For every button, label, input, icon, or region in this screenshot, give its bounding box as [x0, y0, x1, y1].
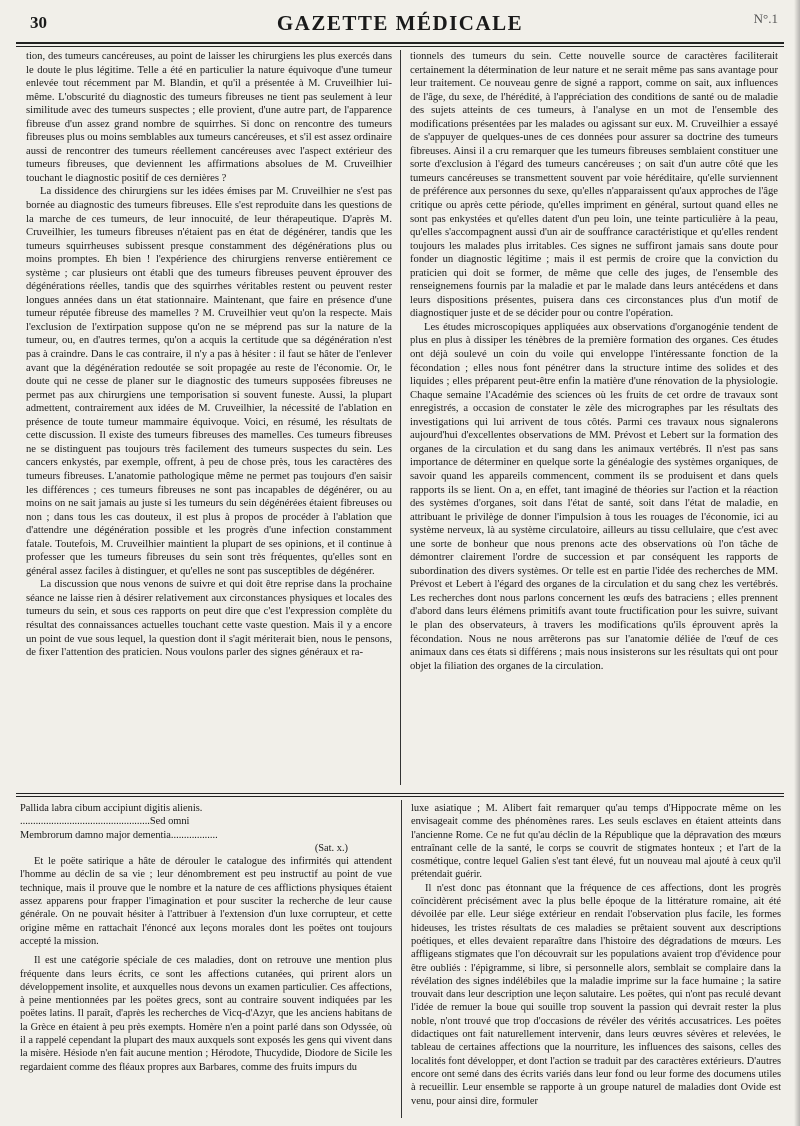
paragraph: Les études microscopiques appliquées aux observations d'organogénie tendent de plus en plus à dissiper les ténèbres de la première formation des organes. Ces études ont déjà soulevé un coin du voile qui enveloppe l'intéressante fonction de la fécondation ; elles nous font pénétrer dans la structure intime des solides et des liquides ; elles préparent peut-être enfin la matière d'une rénovation de la physiologie. Chaque semaine l'Académie des sciences où les fruits de cet ordre de travaux sont enregistrés, a occasion de constater le zèle des micrographes par les résultats des investigations qui lui arrivent de tous côtés. Parmi ces travaux nous signalerons aujourd'hui d'excellentes observations de MM. Prévost et Lebert sur la formation des organes de la circulation et du sang dans les animaux vertébrés. Il n'est pas sans importance de déterminer en quelque sorte la généalogie des systèmes organiques, de savoir quand les appareils commencent, comment ils se produisent et dans quels rapports ils se lient. On a, en effet, tant imaginé de théories sur l'action et la réaction des systèmes d'organes, soit dans l'état de santé, soit dans l'état de maladie, en attribuant le privilège de donner l'impulsion à tous les rouages de l'économie, ici au système nerveux, là au système circulatoire, ailleurs au tissu cellulaire, que c'est avec une sorte de bonheur que nous prenons acte des observations où l'on tâche de démontrer clairement l'ordre de succession et par conséquent les rapports de subordination des divers systèmes. Or telle est en partie l'idée des recherches de MM. Prévost et Lebert à l'égard des organes de la circulation et du sang chez les vertébrés. Les recherches dont nous parlons concernent les œufs des batraciens ; elles prennent d'abord dans leurs élémens primitifs avant toute fructification pour les suivre, suivant le plan des observateurs, à travers les modifications qu'ils éprouvent après la fécondation. Nous ne nous arrêterons pas sur l'anatomie déliée de l'œuf de ces animaux dans ces états si différens ; mais nous insisterons sur les résultats qui ont pour objet la filiation des organes de la circulation. — [410, 321, 778, 672]
verse-line: ..................................................Sed omni — [20, 816, 190, 828]
paragraph: luxe asiatique ; M. Alibert fait remarquer qu'au temps d'Hippocrate même on les envisageait comme des phénomènes rares. Les seuls esclaves en étaient atteints dans l'ancienne Rome. Ce ne fut qu'au déclin de la République que la dépravation des mœurs entraînant celle de la santé, le corps se couvrit de stigmates honteux ; et l'art de la cosmétique, contre lequel Galien s'est tant élevé, fut un nouveau mal ajouté à ceux qu'il prétendait guérir. — [411, 803, 781, 881]
feuilleton-rule — [16, 793, 784, 794]
verse-citation: (Sat. x.) — [314, 842, 348, 854]
page-header — [16, 4, 784, 40]
verse-line: Pallida labra cibum accipiunt digitis alienis. — [20, 803, 203, 814]
header-rule-thin — [16, 46, 784, 47]
column-divider — [400, 50, 401, 785]
issue-mark: N°.1 — [753, 11, 778, 26]
paragraph: tionnels des tumeurs du sein. Cette nouvelle source de caractères faciliterait certainement la détermination de leur nature et ne serait même pas sans avantage pour leur traitement. Ce nouveau genre de signé a rapport, comme on sait, aux influences de l'âge, du sexe, de l'hérédité, à l'appréciation des conditions de santé ou de maladie des sujets atteints de ces tumeurs, à l'analyse en un mot de l'ensemble des modifications présentées par les malades ou agissant sur eux. M. Cruveilhier a essayé de s'appuyer de quelques-unes de ces données pour assurer sa doctrine des tumeurs fibreuses. Ainsi il a cru remarquer que les tumeurs fibreuses semblaient constituer une sorte d'exclusion à l'égard des tumeurs cancéreuses ; on sait d'un autre côté que les tumeurs cancéreuses se transmettent souvent par voie héréditaire, qu'elle surviennent de préférence aux personnes du sexe, qu'elles n'apparaissent qu'aux approches de l'âge critique ou après cette période, qu'elles impriment en général, surtout quand elles ne sont pas enkystées et qu'elles datent d'un peu loin, une teinte particulière à la peau, qu'elles s'accompagnent aussi d'un air de souffrance caractéristique et qu'elles rendent toujours les malades plus irritables. Ces signes ne suffiront jamais sans doute pour fonder un diagnostic légitime ; mais il est permis de croire que la conviction du praticien qui doit se former, de même que celle des juges, de l'ensemble des renseignemens fournis par la maladie et par le malade dans leurs antécédens et dans leurs dispositions présentes, puisera dans ces circonstances plus d'un motif de diagnostiquer juste et de se décider pour ou contre l'opération. — [410, 51, 778, 320]
main-column-left — [26, 50, 392, 785]
running-title: GAZETTE MÉDICALE — [276, 11, 524, 35]
paragraph: Et le poëte satirique a hâte de dérouler le catalogue des infirmités qui attendent l'homme au déclin de sa vie ; leur dénombrement est peu instructif au point de vue technique, mais il prouve que le nombre et la nature de ces afflictions physiques étaient assez apparens pour frapper l'imagination et pour susciter la recherche de leur cause générale. On ne pouvait hésiter à l'attribuer à l'extension d'un luxe corrupteur, et cette origine même en rattachait l'énoncé aux leçons morales dont les poëtes ont toujours accepté la mission. — [20, 856, 392, 947]
paragraph: La dissidence des chirurgiens sur les idées émises par M. Cruveilhier ne s'est pas bornée au diagnostic des tumeurs fibreuses. Elle s'est reproduite dans les questions de la marche de ces tumeurs, de leur innocuité, de leur thérapeutique. D'après M. Cruveilhier, les tumeurs fibreuses n'étaient pas en état de dégénérer, tandis que les tumeurs squirrheuses subissent presque constamment des dégénérations plus ou moins promptes. Eh bien ! l'expérience des chirurgiens renverse entièrement ce système ; car plusieurs ont établi que des tumeurs fibreuses peuvent éprouver des dégénérations réelles, tandis que des squirrhes véritables restent ou peuvent rester longues années dans un état stationnaire. Maintenant, que faire en présence d'une tumeur réputée fibreuse des mamelles ? M. Cruveilhier veut qu'on la respecte. Mais l'exclusion de l'extirpation suppose qu'on ne se méprend pas sur la nature de la tumeur, ou, en d'autres termes, qu'on a acquis la certitude que sa dégénération n'est pas à craindre. Dans le cas contraire, il n'y a pas à hésiter : il faut se hâter de l'enlever avant que la dégénération redoutée se soit propagée au reste de l'économie. Or, le doute qui ne cesse de planer sur le diagnostic des tumeurs supposées fibreuses ne permet pas aux chirurgiens une temporisation si souvent funeste. Aussi, la plupart admettent, contrairement aux idées de M. Cruveilhier, la nécessité de l'ablation en présence de toute tumeur mammaire équivoque. Voici, en résumé, les résultats de cette discussion. Il existe des tumeurs fibreuses des mamelles. Ces tumeurs fibreuses ne se distinguent pas toujours très facilement des tumeurs suspectes du sein. Les cancers enkystés, par exemple, offrent, à peu de chose près, tous les caractères des tumeurs fibreuses. L'anatomie pathologique même ne permet pas toujours d'en saisir les différences ; ces tumeurs fibreuses ne sont pas incapables de dégénérer, ou au moins on ne sait jamais au juste si les tumeurs du sein dégénérées étaient fibreuses ou non ; dans tous les cas douteux, il est plus à propos de procéder à l'ablation que d'attendre une dégénération possible et les progrès d'une infection constamment fatale. Toutefois, M. Cruveilhier maintient la plupart de ses opinions, et il continue à professer que les tumeurs fibreuses du sein sont très fréquentes, qu'elles sont en général assez faciles à distinguer, et qu'elles ne sont pas susceptibles de dégénérer. — [26, 186, 392, 577]
paragraph: tion, des tumeurs cancéreuses, au point de laisser les chirurgiens les plus exercés dans le doute le plus légitime. Telle a été en particulier la nature équivoque d'une tumeur enlevée tout récemment par M. Blandin, et qu'il a présentée à M. Cruveilhier lui-même. L'obscurité du diagnostic des tumeurs fibreuses ne tient pas seulement à leur similitude avec des tumeurs suspectes ; elle provient, d'une autre part, de l'apparence fibreuse d'un assez grand nombre de squirrhes. Si donc on rencontre des tumeurs fibreuses plus ou moins semblables aux tumeurs cancéreuses, et s'il est assez ordinaire aussi de rencontrer des tumeurs réellement cancéreuses avec l'aspect extérieur des tumeurs fibreuses, que deviennent les affirmations absolues de M. Cruveilhier touchant le diagnostic positif de ces dernières ? — [26, 51, 392, 184]
feuilleton-column-left — [20, 802, 392, 1118]
feuilleton-rule-thin — [16, 796, 784, 797]
paragraph: La discussion que nous venons de suivre et qui doit être reprise dans la prochaine séance ne laisse rien à désirer relativement aux circonstances physiques et locales des tumeurs du sein, et sous ces rapports on peut dire que c'est l'expression complète du résultat des connaissances actuelles touchant cette vaste question. Mais il y a encore un point de vue sous lequel, la question dont il s'agit mériterait bien, nous le pensons, de fixer l'attention des praticien. Nous voulons parler des signes généraux et ra- — [26, 579, 392, 659]
header-rule — [16, 42, 784, 44]
paragraph: Il est une catégorie spéciale de ces maladies, dont on retrouve une mention plus fréquente dans leurs écrits, ce sont les affections cutanées, qui prirent alors un développement insolite, et auxquelles nous devons un examen particulier. Ces affections, à peine mentionnées par les poëtes grecs, sont au contraire souvent indiquées par les poëtes latins. Il paraît, d'après les recherches de Vicq-d'Azyr, que les anciens habitans de la Grèce en étaient à peu près exempts. Homère n'en a point parlé dans son Odyssée, où il a rappelé cependant la plupart des maux auxquels sont exposés les gens qui vivent dans la misère. Hésiode n'en fait aucune mention ; Hérodote, Thucydide, Diodore de Sicile les regardaient comme des fléaux propres aux Barbares, comme des fruits impurs du — [20, 955, 392, 1073]
scan-shadow — [794, 0, 800, 1126]
verse-line: Membrorum damno major dementia.................. — [20, 829, 218, 841]
feuilleton-divider — [401, 800, 402, 1118]
page-number: 30 — [30, 13, 47, 32]
feuilleton-column-right — [411, 802, 781, 1118]
main-column-right — [410, 50, 778, 785]
paragraph: Il n'est donc pas étonnant que la fréquence de ces affections, dont les progrès coïncidèrent précisément avec la plus belle époque de la littérature romaine, ait été dévoilée par elle. Leur siége extérieur en rendait l'observation plus facile, les formes hideuses, les tristes résultats de ces maladies se prêtaient souvent aux descriptions poétiques, et elles devaient reparaître dans l'histoire des dégradations de mœurs. Les affligeans stigmates que l'on découvrait sur les populations avaient trop d'évidence pour être oubliés : l'épigramme, si libre, si personnelle alors, semblait se complaire dans la révélation des signes indélébiles que la maladie imprime sur la face humaine ; la satire trouvait dans leur description une leçon salutaire. Les poëtes, qui n'ont pas reculé devant l'idée de remuer la boue qui souille trop souvent la passion qui devrait rester la plus noble, n'ont trouvé que trop d'occasions de révéler des vérités accusatrices. Les poëtes didactiques ont fait naturellement intervenir, dans leurs œuvres sévères et relevées, le tableau de certaines affections que la nourriture, les influences des saisons, celles des localités font développer, et dont l'action se traduit par des caractères extérieurs. D'autres encore ont semé dans des écrits variés dans leur fond ou leur forme des documens utiles à recueillir. Leur ensemble se rapporte à un groupe naturel de maladies dont Ovide est venu, pour ainsi dire, formuler — [411, 882, 781, 1107]
